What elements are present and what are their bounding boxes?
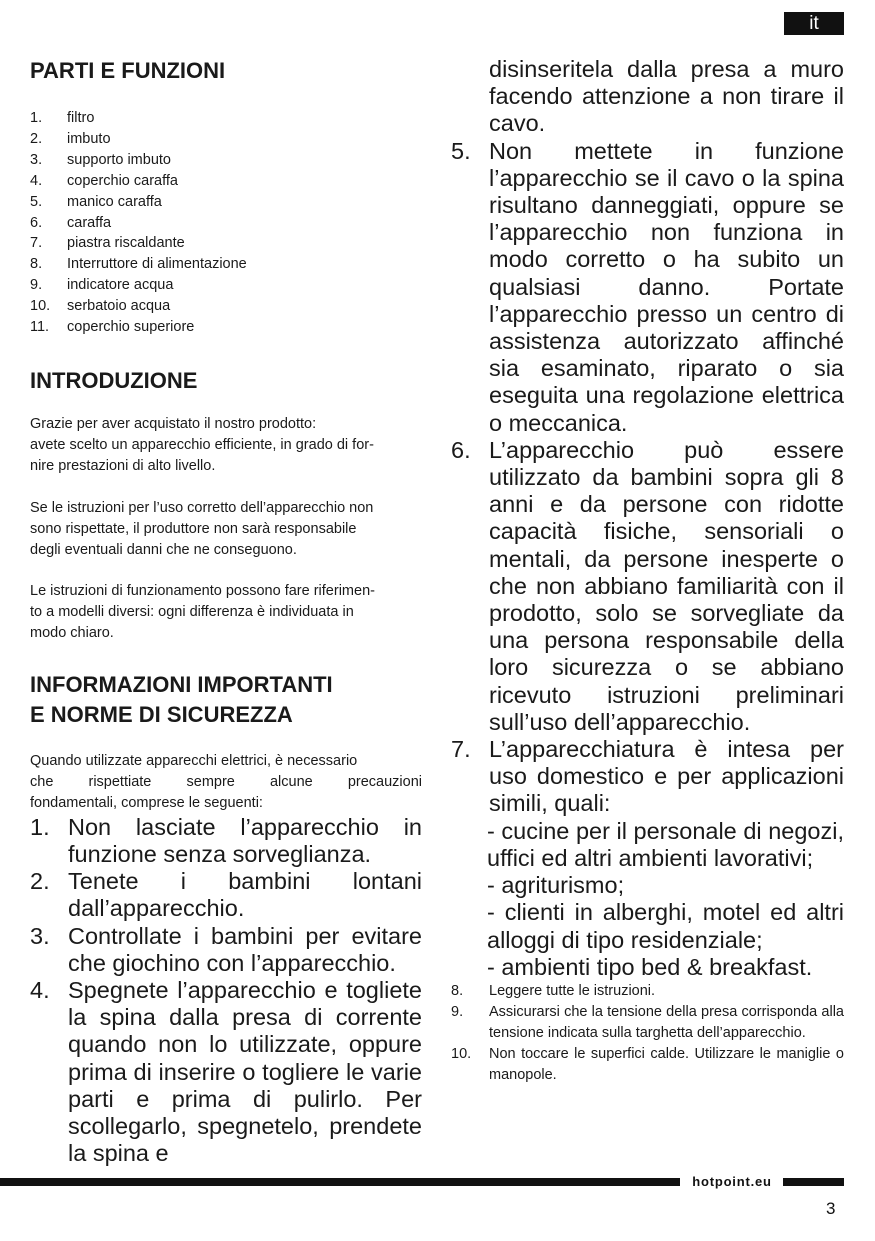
list-item: 1. filtro bbox=[30, 110, 95, 126]
list-item: 8. Leggere tutte le istruzioni. bbox=[451, 982, 656, 999]
list-item: 10. serbatoio acqua bbox=[30, 298, 171, 315]
list-item: 10. Non toccare le superfici calde. Utilizzare le maniglie o manopole. bbox=[451, 1045, 844, 1083]
footer-rule-left bbox=[0, 1178, 680, 1186]
list-item: 2. imbuto bbox=[30, 130, 111, 147]
list-item: 3. supporto imbuto bbox=[30, 151, 171, 168]
list-item: 1. Non lasciate l’apparecchio in funzione senza sorveglianza. bbox=[30, 813, 422, 868]
list-item: 9. Assicurarsi che la tensione della presa corrisponda alla tensione indicata sulla targhetta dell’apparecchio. bbox=[451, 1003, 844, 1041]
list-item: 4. Spegnete l’apparecchio e togliete la spina dalla presa di corrente quando non lo utilizzate, oppure prima di inserire o togliere le varie parti e prima di pulirlo. Per scollegarlo, spegnetelo, prendete la spina e bbox=[30, 977, 422, 1167]
list-item: 7. piastra riscaldante bbox=[30, 235, 185, 252]
sub-item: - agriturismo; bbox=[487, 872, 625, 899]
item-4-continuation: disinseritela dalla presa a muro facendo attenzione a non tirare il cavo. bbox=[489, 56, 844, 137]
list-item: 5. manico caraffa bbox=[30, 193, 162, 210]
safety-list-left bbox=[30, 814, 422, 1168]
list-item: 3. Controllate i bambini per evitare che giochino con l’apparecchio. bbox=[30, 922, 422, 976]
brand-logo: hotpoint.eu bbox=[692, 1174, 772, 1189]
list-item: 7. L’apparecchiatura è intesa per uso domestico e per applicazioni simili, quali: bbox=[451, 736, 844, 817]
safety-intro: Quando utilizzate apparecchi elettrici, è necessario che rispettiate sempre alcune precauzioni fondamentali, comprese le seguenti: bbox=[30, 753, 422, 811]
sub-item: - ambienti tipo bed & breakfast. bbox=[487, 953, 813, 980]
sub-item: - clienti in alberghi, motel ed altri alloggi di tipo residenziale; bbox=[487, 899, 844, 953]
list-item: 4. coperchio caraffa bbox=[30, 172, 178, 189]
parts-title: PARTI E FUNZIONI bbox=[30, 58, 226, 83]
list-item: 5. Non mettete in funzione l’apparecchio se il cavo o la spina risultano danneggiati, oppure se l’apparecchio non funziona in modo corretto o ha subito un qualsiasi danno. Portate l’apparecchio presso un centro di assistenza autorizzato affinché sia esaminato, riparato o sia eseguita una regolazione elettrica o meccanica. bbox=[451, 137, 844, 436]
language-tab: it bbox=[784, 12, 844, 35]
safety-title: INFORMAZIONI IMPORTANTI E NORME DI SICUREZZA bbox=[30, 672, 333, 728]
list-item: 2. Tenete i bambini lontani dall’apparecchio. bbox=[30, 868, 422, 922]
parts-list bbox=[30, 108, 422, 338]
list-item: 11. coperchio superiore bbox=[30, 319, 195, 336]
intro-paragraph-2: Se le istruzioni per l’uso corretto dell’apparecchio non sono rispettate, il produttore non sarà responsabile degli eventuali danni che ne conseguono. bbox=[30, 499, 374, 558]
list-item: 8. Interruttore di alimentazione bbox=[30, 256, 247, 273]
list-item: 9. indicatore acqua bbox=[30, 277, 174, 294]
intro-paragraph-1: Grazie per aver acquistato il nostro prodotto: avete scelto un apparecchio efficiente, in grado di for- nire prestazioni di alto livello. bbox=[30, 415, 374, 474]
footer-rule-right bbox=[783, 1178, 844, 1186]
list-item: 6. caraffa bbox=[30, 214, 112, 231]
intro-title: INTRODUZIONE bbox=[30, 367, 198, 393]
safety-list-right bbox=[451, 138, 844, 818]
list-item: 6. L’apparecchio può essere utilizzato da bambini sopra gli 8 anni e da persone con ridotte capacità fisiche, sensoriali o mentali, da persone inesperte o che non abbiano familiarità con il prodotto, solo se sorvegliate da una persona responsabile della loro sicurezza o se abbiano ricevuto istruzioni preliminari sull’uso dell’apparecchio. bbox=[451, 436, 844, 735]
right-column bbox=[451, 56, 844, 1085]
left-column bbox=[30, 56, 422, 1167]
page-number: 3 bbox=[826, 1199, 836, 1218]
intro-paragraph-3: Le istruzioni di funzionamento possono fare riferimen- to a modelli diversi: ogni differenza è individuata in modo chiaro. bbox=[30, 583, 375, 642]
sub-item: - cucine per il personale di negozi, uffici ed altri ambienti lavorativi; bbox=[487, 817, 844, 871]
safety-list-small bbox=[451, 981, 844, 1086]
